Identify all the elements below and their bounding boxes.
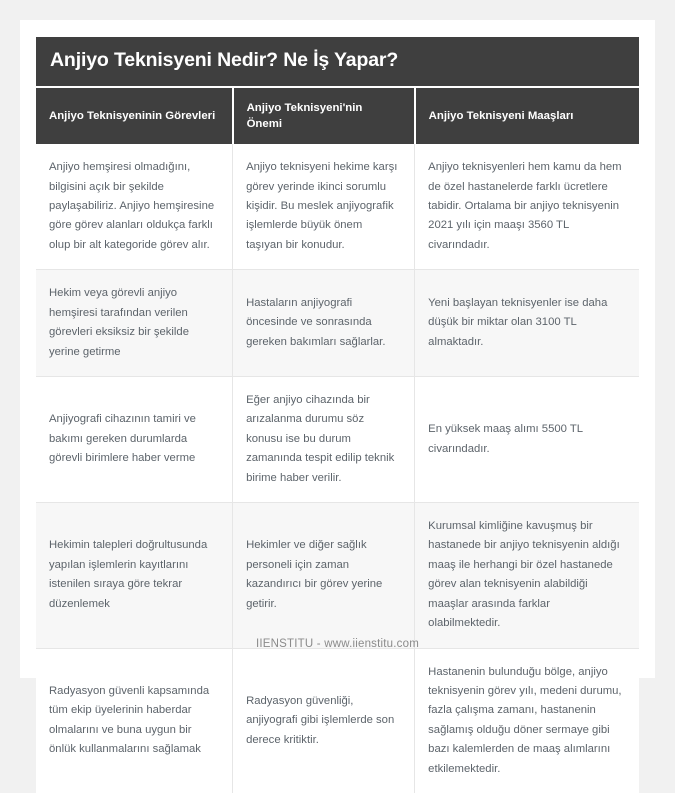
column-header-gorevler: Anjiyo Teknisyeninin Görevleri (36, 88, 233, 144)
table-header-row (36, 88, 639, 144)
table-row (36, 270, 639, 377)
table-row (36, 376, 639, 502)
table-cell: Hekimler ve diğer sağlık personeli için zaman kazandırıcı bir görev yerine getirir. (233, 503, 415, 649)
table-cell: En yüksek maaş alımı 5500 TL civarındadır. (415, 376, 639, 502)
table-cell: Hastanenin bulunduğu bölge, anjiyo teknisyenin görev yılı, medeni durumu, fazla çalışma zamanı, hastanenin sağlamış olduğu döner sermaye gibi bazı kalemlerden de maaş alımlarını etkilemektedir. (415, 648, 639, 793)
content-card (20, 20, 655, 775)
table-cell: Anjiyo hemşiresi olmadığını, bilgisini açık bir şekilde paylaşabiliriz. Anjiyo hemşiresine göre görev alanları oldukça farklı olup bir alt kategoride görev alır. (36, 144, 233, 270)
table-cell: Radyasyon güvenliği, anjiyografi gibi işlemlerde son derece kritiktir. (233, 648, 415, 793)
table-cell: Anjiyo teknisyenleri hem kamu da hem de özel hastanelerde farklı ücretlere tabidir. Ortalama bir anjiyo teknisyenin 2021 yılı için maaşı 3560 TL civarındadır. (415, 144, 639, 270)
table-title-bar (36, 37, 639, 88)
table-cell: Hekim veya görevli anjiyo hemşiresi tarafından verilen görevleri eksiksiz bir şekilde yerine getirme (36, 270, 233, 377)
table-row (36, 503, 639, 649)
table-row (36, 648, 639, 793)
table-body (36, 144, 639, 793)
table-cell: Yeni başlayan teknisyenler ise daha düşük bir miktar olan 3100 TL almaktadır. (415, 270, 639, 377)
table-cell: Hastaların anjiyografi öncesinde ve sonrasında gereken bakımları sağlarlar. (233, 270, 415, 377)
page-title: Anjiyo Teknisyeni Nedir? Ne İş Yapar? (50, 49, 399, 71)
table-cell: Eğer anjiyo cihazında bir arızalanma durumu söz konusu ise bu durum zamanında tespit edilip teknik birime haber verilir. (233, 376, 415, 502)
table-cell: Hekimin talepleri doğrultusunda yapılan işlemlerin kayıtlarını istenilen sıraya göre tekrar düzenlemek (36, 503, 233, 649)
data-table (36, 88, 639, 793)
table-cell: Radyasyon güvenli kapsamında tüm ekip üyelerinin haberdar olmalarını ve buna uygun bir önlük kullanmalarını sağlamak (36, 648, 233, 793)
column-header-onemi: Anjiyo Teknisyeni'nin Önemi (233, 88, 415, 144)
column-header-maaslari: Anjiyo Teknisyeni Maaşları (415, 88, 639, 144)
table-cell: Anjiyo teknisyeni hekime karşı görev yerinde ikinci sorumlu kişidir. Bu meslek anjiyografik işlemlerde büyük önem taşıyan bir konudur. (233, 144, 415, 270)
table-head (36, 88, 639, 144)
infographic-table (36, 37, 639, 793)
table-cell: Kurumsal kimliğine kavuşmuş bir hastanede bir anjiyo teknisyenin aldığı maaş ile herhangi bir özel hastanede görev alan teknisyenin alabildiği maaşlar arasında farklar olabilmektedir. (415, 503, 639, 649)
footer-attribution: IIENSTITU - www.iienstitu.com (256, 638, 419, 650)
table-row (36, 144, 639, 270)
table-cell: Anjiyografi cihazının tamiri ve bakımı gereken durumlarda görevli birimlere haber verme (36, 376, 233, 502)
